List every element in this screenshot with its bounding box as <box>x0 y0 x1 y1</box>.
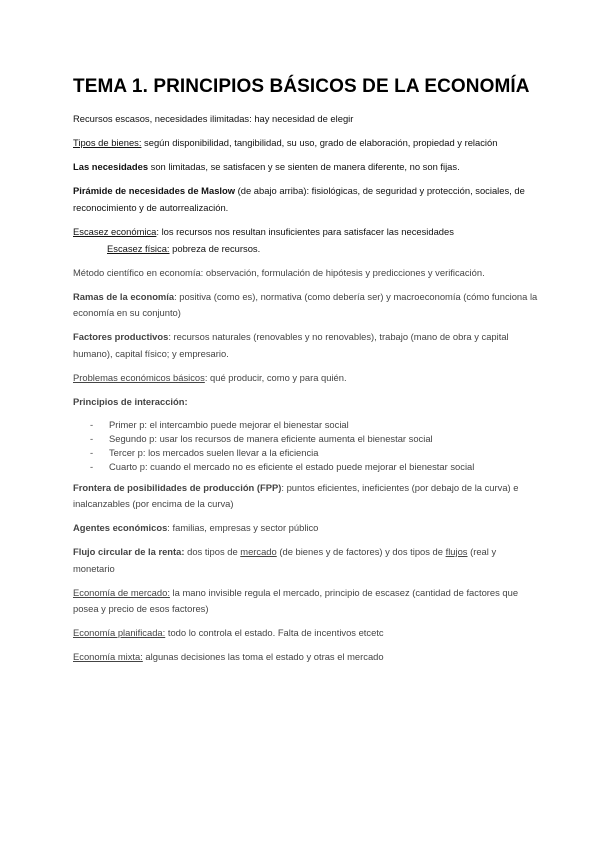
term-maslow: Pirámide de necesidades de Maslow <box>73 185 236 196</box>
paragraph-mixed-economy <box>73 649 540 666</box>
paragraph-text: la mano invisible regula el mercado, principio de escasez (cantidad de factores que posea y precio de esos factores) <box>73 586 519 614</box>
term-market: mercado <box>240 546 277 557</box>
paragraph-factors <box>73 329 540 362</box>
paragraph-text: algunas decisiones las toma el estado y otras el mercado <box>142 651 384 662</box>
list-item: - Tercer p: los mercados suelen llevar a la eficiencia <box>90 446 540 460</box>
term-branches: Ramas de la economía <box>73 290 175 302</box>
paragraph-text: Recursos escasos, necesidades ilimitadas: hay necesidad de elegir <box>73 113 354 124</box>
list-item: - Primer p: el intercambio puede mejorar el bienestar social <box>90 418 540 432</box>
term-market-economy: Economía de mercado: <box>73 586 170 598</box>
list-item: - Cuarto p: cuando el mercado no es eficiente el estado puede mejorar el bienestar social <box>90 460 540 474</box>
term-agents: Agentes económicos <box>73 522 168 533</box>
term-mixed-economy: Economía mixta: <box>73 651 143 662</box>
paragraph-scarcity <box>73 111 540 128</box>
paragraph-text: (de abajo arriba): fisiológicas, de seguridad y protección, sociales, de reconocimiento y de autorrealización. <box>73 185 525 213</box>
principles-list <box>73 418 540 474</box>
paragraph-text: dos tipos de <box>184 546 241 557</box>
paragraph-text: (real y monetario <box>73 546 497 574</box>
paragraph-text: según disponibilidad, tangibilidad, su uso, grado de elaboración, propiedad y relación <box>141 137 498 148</box>
paragraph-market-economy <box>73 585 540 618</box>
paragraph-maslow <box>73 183 540 216</box>
term-factors: Factores productivos <box>73 331 169 342</box>
paragraph-text: (de bienes y de factores) y dos tipos de <box>276 546 446 557</box>
term-basic-problems: Problemas económicos básicos <box>73 371 205 383</box>
term-goods-types: Tipos de bienes: <box>73 137 142 148</box>
paragraph-fpp <box>73 480 540 513</box>
paragraph-goods-types <box>73 135 540 152</box>
paragraph-text: : positiva (como es), normativa (como debería ser) y macroeconomía (cómo funciona la economía en su conjunto) <box>73 290 538 318</box>
paragraph-basic-problems <box>73 370 540 387</box>
paragraph-physical-scarcity <box>73 241 540 258</box>
paragraph-text: : recursos naturales (renovables y no renovables), trabajo (mano de obra y capital humano), capital físico; y empresario. <box>73 331 509 359</box>
paragraph-text: : los recursos nos resultan insuficientes para satisfacer las necesidades <box>156 225 454 237</box>
paragraph-text: : qué producir, como y para quién. <box>204 371 347 383</box>
page-title: TEMA 1. PRINCIPIOS BÁSICOS DE LA ECONOMÍA <box>73 76 530 97</box>
paragraph-text: : puntos eficientes, ineficientes (por debajo de la curva) e inalcanzables (por encima de la curva) <box>73 481 519 509</box>
paragraph-scientific-method <box>73 265 540 282</box>
term-planned-economy: Economía planificada: <box>73 627 166 638</box>
term-physical-scarcity: Escasez física: <box>107 242 170 254</box>
paragraph-text: todo lo controla el estado. Falta de incentivos etcetc <box>165 627 384 638</box>
paragraph-text: : familias, empresas y sector público <box>167 522 319 533</box>
paragraph-planned-economy <box>73 625 540 642</box>
paragraph-agents <box>73 520 540 537</box>
term-principles: Principios de interacción: <box>73 395 188 407</box>
term-economic-scarcity: Escasez económica <box>73 225 157 237</box>
term-fpp: Frontera de posibilidades de producción (FPP) <box>73 481 282 493</box>
paragraph-economic-scarcity <box>73 224 540 241</box>
paragraph-principles-heading <box>73 394 540 411</box>
paragraph-text: pobreza de recursos. <box>169 242 261 254</box>
term-circular-flow: Flujo circular de la renta: <box>73 546 185 557</box>
paragraph-text: Método científico en economía: observación, formulación de hipótesis y predicciones y verificación. <box>73 266 485 278</box>
paragraph-branches <box>73 289 540 322</box>
term-flows: flujos <box>445 546 468 557</box>
paragraph-text: son limitadas, se satisfacen y se sienten de manera diferente, no son fijas. <box>148 161 460 172</box>
paragraph-needs <box>73 159 540 176</box>
term-needs: Las necesidades <box>73 161 149 172</box>
paragraph-circular-flow <box>73 544 540 577</box>
list-item: - Segundo p: usar los recursos de manera eficiente aumenta el bienestar social <box>90 432 540 446</box>
